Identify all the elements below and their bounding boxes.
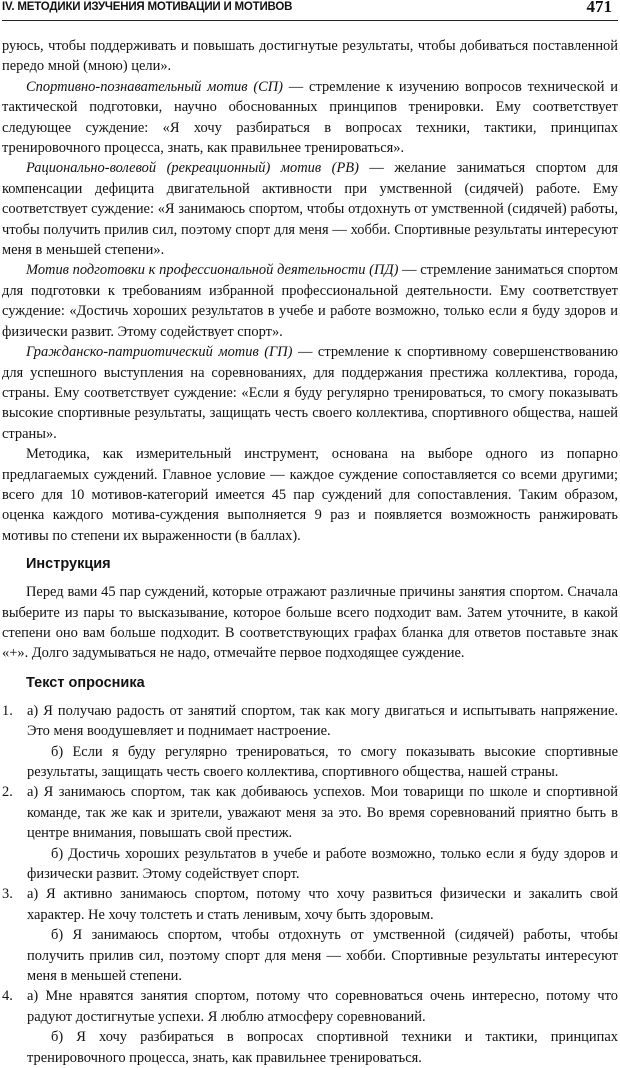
motive-term: Рационально-волевой (рекреационный) мотив (РВ): [26, 160, 359, 177]
motive-description: — стремление заниматься спортом для подготовки к требованиям избранной профессиональной деятельности. Ему соответствует суждение: «Достичь хороших результатов в учебе и работе возможно, только если я буду здоров и физически развит. Этому содействует спорт».: [2, 262, 618, 340]
question-item-2: [2, 782, 618, 884]
motive-paragraph-gp: [2, 342, 618, 444]
instruction-heading: Инструкция: [26, 556, 111, 573]
running-header: [2, 0, 618, 21]
questionnaire-heading: Текст опросника: [26, 674, 145, 691]
question-number: 2.: [2, 784, 13, 801]
page-body: [2, 36, 618, 1068]
motive-term: Спортивно-познавательный мотив (СП): [26, 78, 283, 95]
question-option-b: б) Если я буду регулярно тренироваться, то смогу показывать высокие спортивные результаты, защищать честь своего коллектива, спортивного общества, нашей страны.: [27, 743, 618, 780]
instruction-paragraph: Перед вами 45 пар суждений, которые отражают различные причины занятия спортом. Сначала выберите из пары то высказывание, которое больше всего подходит вам. Затем уточните, в какой степени оно вам больше подходит. В соответствующих графах бланка для ответов поставьте знак «+». Долго задумываться не надо, отмечайте первое подходящее суждение.: [2, 584, 618, 662]
question-option-a: а) Я получаю радость от занятий спортом, так как могу двигаться и испытывать напряжение. Это меня воодушевляет и поднимает настроение.: [27, 702, 618, 740]
question-option-a: а) Я занимаюсь спортом, так как добиваюсь успехов. Мои товарищи по школе и спортивной команде, так же как и зрители, уважают меня за это. Во время соревнований приятно быть в центре внимания, повышать свой престиж.: [27, 784, 618, 842]
method-paragraph: Методика, как измерительный инструмент, основана на выборе одного из попарно предлагаемых суждений. Главное условие — каждое суждение сопоставляется со всеми другими; всего для 10 мотивов-категорий имеется 45 пар суждений для сопоставления. Таким образом, оценка каждого мотива-суждения выполняется 9 раз и появляется возможность ранжировать мотивы по степени их выраженности (в баллах).: [2, 446, 618, 544]
page-number: 471: [586, 0, 612, 16]
question-item-4: [2, 986, 618, 1068]
question-option-b: б) Я занимаюсь спортом, чтобы отдохнуть от умственной (сидячей) работы, чтобы получить прилив сил, поэтому спорт для меня — хобби. Спортивные результаты интересуют меня в меньшей степени.: [27, 927, 618, 985]
motive-description: — стремление к спортивному совершенствованию для успешного выступления на соревнованиях, для поддержания престижа коллектива, города, страны. Ему соответствует суждение: «Если я буду регулярно тренироваться, то смогу показывать высокие спортивные результаты, защищать честь своего коллектива, спортивного общества, нашей страны».: [2, 344, 619, 442]
motive-term: Мотив подготовки к профессиональной деятельности (ПД): [26, 262, 399, 279]
question-item-3: [2, 884, 618, 986]
question-option-a: а) Я активно занимаюсь спортом, потому что хочу развиться физически и закалить свой характер. Не хочу толстеть и стать ленивым, хочу быть здоровым.: [27, 886, 618, 923]
question-number: 4.: [2, 988, 13, 1005]
chapter-title: IV. МЕТОДИКИ ИЗУЧЕНИЯ МОТИВАЦИИ И МОТИВОВ: [2, 1, 293, 13]
motive-paragraph-sp: [2, 77, 618, 159]
motive-paragraph-rv: [2, 158, 618, 260]
motive-description: — стремление к изучению вопросов технической и тактической подготовки, научно обоснованных принципов тренировки. Ему соответствует следующее суждение: «Я хочу разбираться в вопросах техники, тактики, принципах тренировочного процесса, знать, как правильнее тренироваться».: [2, 78, 618, 157]
question-number: 1.: [2, 702, 13, 719]
question-option-a: а) Мне нравятся занятия спортом, потому что соревноваться очень интересно, потому что радуют достигнутые успехи. Я люблю атмосферу соревнований.: [27, 988, 618, 1025]
question-number: 3.: [2, 886, 13, 903]
motive-description: — желание заниматься спортом для компенсации дефицита двигательной активности при умственной (сидячей) работе. Ему соответствует суждение: «Я занимаюсь спортом, чтобы отдохнуть от умственной (сидячей) работы, чтобы получить прилив сил, поэтому спорт для меня — хобби. Спортивные результаты интересуют меня в меньшей степени».: [2, 160, 618, 259]
motive-term: Гражданско-патриотический мотив (ГП): [26, 344, 293, 361]
question-option-b: б) Достичь хороших результатов в учебе и работе возможно, только если я буду здоров и физически развит. Этому содействует спорт.: [27, 845, 618, 883]
continuation-paragraph: руюсь, чтобы поддерживать и повышать достигнутые результаты, чтобы добиваться поставленной передо мной (мною) цели».: [2, 38, 618, 75]
motive-paragraph-pd: [2, 260, 618, 342]
question-item-1: [2, 701, 618, 783]
question-option-b: б) Я хочу разбираться в вопросах спортивной техники и тактики, принципах тренировочного процесса, знать, как правильнее тренироваться.: [27, 1029, 618, 1066]
